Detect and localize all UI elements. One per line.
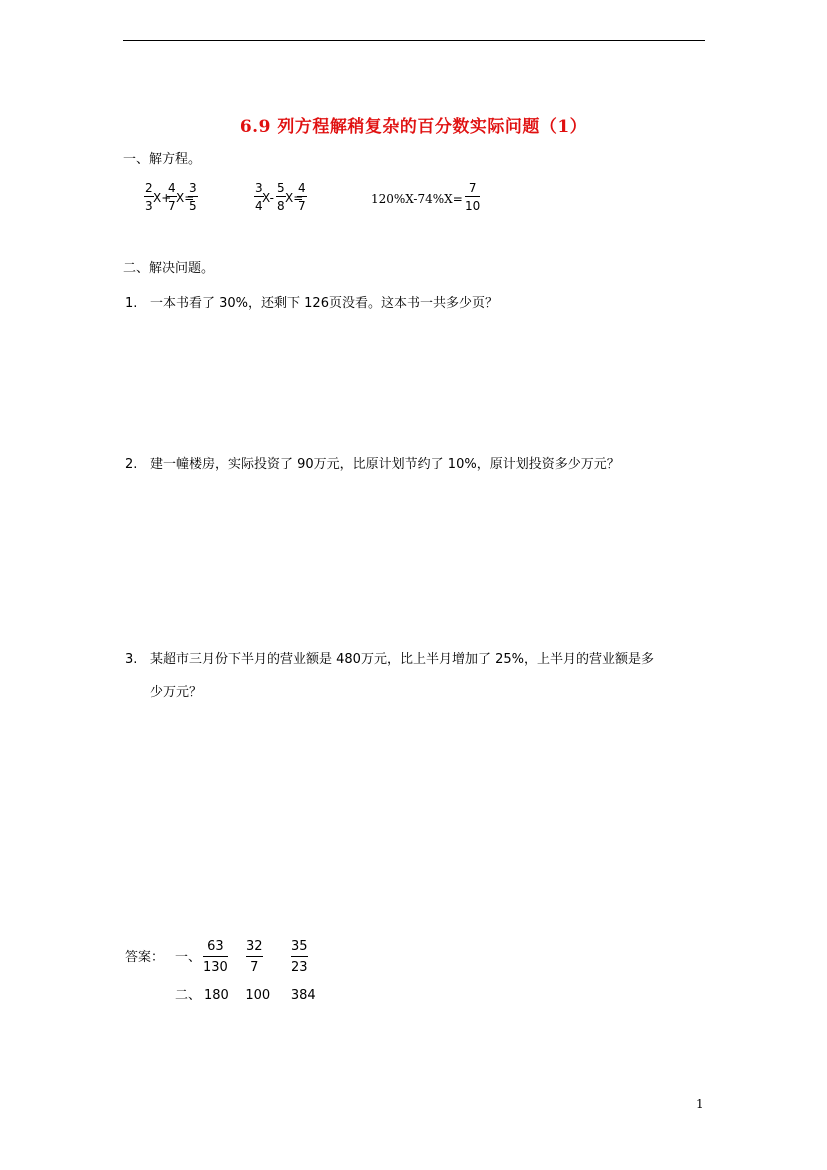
answers-label: 答案： (125, 950, 165, 965)
eq1-f1-numerator: 2 (145, 181, 153, 195)
eq2-op-1: X- (262, 191, 274, 205)
question-2-number: 2. (125, 457, 138, 472)
eq3-numerator: 7 (468, 181, 477, 195)
question-3-text-line-2: 少万元？ (150, 685, 203, 700)
eq1-op-1: X+ (153, 191, 172, 205)
page-number: 1 (696, 1097, 704, 1111)
eq2-op-2: X= (285, 191, 304, 205)
answer-2-numerator: 32 (246, 939, 263, 954)
eq1-f1-denominator: 3 (145, 199, 153, 213)
eq1-f3-numerator: 3 (189, 181, 197, 195)
question-1-number: 1. (125, 296, 138, 311)
section2-heading: 二、解决问题。 (123, 261, 215, 276)
question-1-text: 一本书看了 30%，还剩下 126页没看。这本书一共多少页？ (150, 296, 498, 311)
eq3-fraction (465, 182, 480, 212)
eq2-f2-numerator: 5 (277, 181, 285, 195)
question-3-number: 3. (125, 652, 138, 667)
eq2-f1-denominator: 4 (255, 199, 263, 213)
answers-part1-label: 一、 (175, 950, 202, 965)
section1-heading: 一、解方程。 (123, 152, 202, 167)
answer-3-denominator: 23 (291, 960, 308, 975)
answer-fraction-3 (291, 940, 308, 974)
answer-fraction-2 (246, 940, 263, 974)
answer-3-numerator: 35 (291, 939, 308, 954)
question-3-text-line-1: 某超市三月份下半月的营业额是 480万元，比上半月增加了 25%，上半月的营业额是多 (150, 652, 654, 667)
question-2-text: 建一幢楼房，实际投资了 90万元，比原计划节约了 10%，原计划投资多少万元？ (150, 457, 620, 472)
answer-2-denominator: 7 (250, 960, 259, 975)
answer-1-denominator: 130 (203, 960, 228, 975)
eq1-f2-numerator: 4 (168, 181, 176, 195)
eq1-op-2: X= (176, 191, 195, 205)
eq3-denominator: 10 (465, 199, 481, 213)
answer-1-numerator: 63 (207, 939, 224, 954)
answer-fraction-1 (203, 940, 228, 974)
answers-part2-label: 二、 (175, 988, 202, 1003)
header-rule (123, 40, 705, 41)
eq3-lhs: 120%X-74%X= (371, 192, 463, 206)
eq1-f3-denominator: 5 (189, 199, 197, 213)
eq1-fraction-3 (188, 182, 198, 212)
eq2-f1-numerator: 3 (255, 181, 263, 195)
answers-part2-values: 180 100 384 (204, 988, 316, 1003)
eq2-f2-denominator: 8 (277, 199, 285, 213)
page-title: 6.9 列方程解稍复杂的百分数实际问题（1） (239, 117, 588, 137)
eq1-f2-denominator: 7 (168, 199, 176, 213)
eq2-f3-numerator: 4 (298, 181, 306, 195)
eq2-fraction-3 (297, 182, 307, 212)
eq2-f3-denominator: 7 (298, 199, 306, 213)
